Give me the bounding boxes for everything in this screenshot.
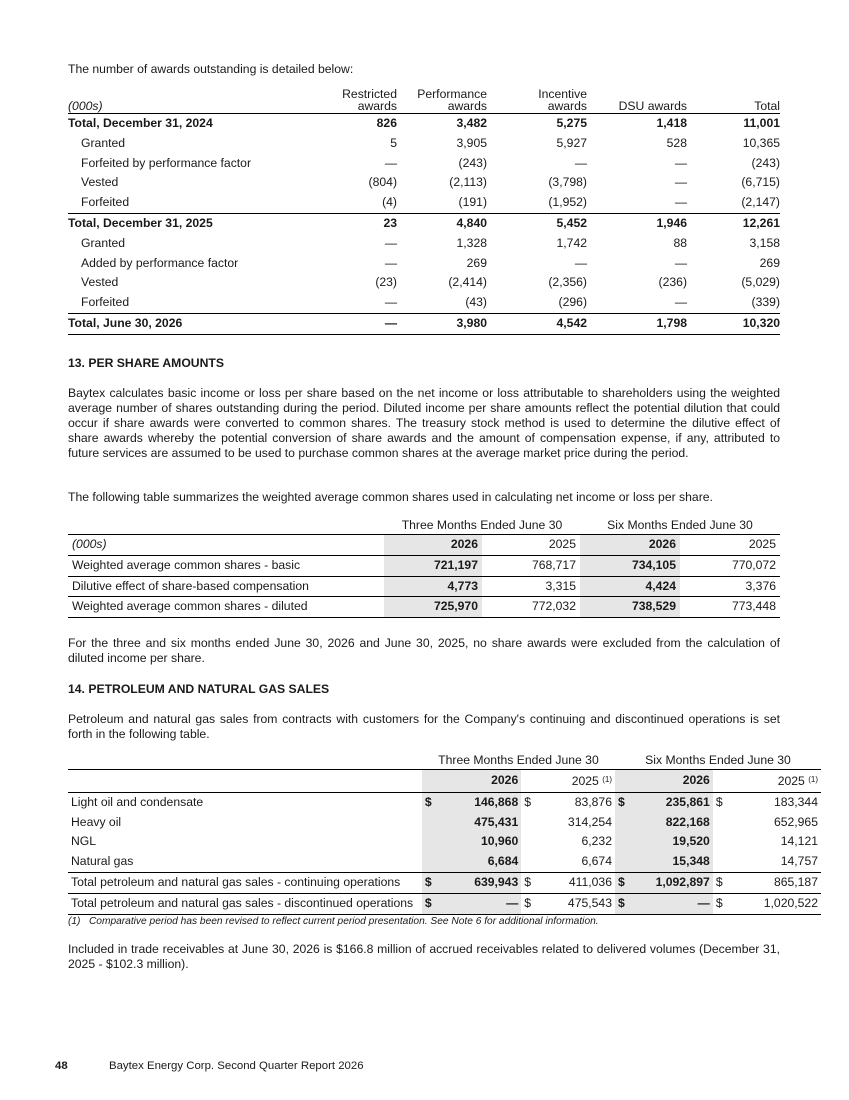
six-months-header: Six Months Ended June 30: [645, 753, 791, 767]
table-row: Granted — 1,328 1,742 88 3,158: [81, 235, 780, 250]
table-row: Total, December 31, 2025 23 4,840 5,452 1,946 12,261: [68, 215, 780, 230]
six-months-header: Six Months Ended June 30: [607, 518, 753, 532]
period-header-row: [68, 751, 821, 770]
header-total: Total: [754, 99, 780, 113]
section-13-paragraph: Baytex calculates basic income or loss per share based on the net income or loss attributable to shareholders using the weighted average number of shares outstanding during the period. Diluted income per share amounts reflect the potential dilution that could occur if share awards were converted to common shares. The treasury stock method is used to determine the dilutive effect of share awards whereby the potential conversion of share awards and the amount of compensation expense, if any, attributed to future services are assumed to be used to purchase common shares at the average market price during the period.: [68, 386, 780, 460]
section-14-heading: 14. PETROLEUM AND NATURAL GAS SALES: [68, 682, 330, 696]
header-dsu: DSU awards: [618, 99, 687, 113]
table-row: Total petroleum and natural gas sales - discontinued operations $ — $ 475,543 $ — $ 1,020,522: [68, 893, 821, 914]
shares-table: [68, 516, 780, 618]
table-row: Natural gas 6,684 6,674 15,348 14,757: [68, 852, 821, 872]
awards-table: [68, 88, 780, 335]
header-performance-2: awards: [447, 99, 487, 113]
table-row: Total, June 30, 2026 — 3,980 4,542 1,798 10,320: [68, 313, 780, 334]
awards-intro: The number of awards outstanding is detailed below:: [68, 62, 354, 76]
table-row: Weighted average common shares - diluted 725,970 772,032 738,529 773,448: [68, 597, 780, 618]
section-13-note: For the three and six months ended June 30, 2026 and June 30, 2025, no share awards were excluded from the calculation of diluted income per share.: [68, 636, 780, 665]
report-title: Baytex Energy Corp. Second Quarter Report 2026: [109, 1060, 364, 1072]
table-row: Light oil and condensate $ 146,868 $ 83,876 $ 235,861 $ 183,344: [68, 792, 821, 812]
page-footer: [55, 1060, 364, 1072]
table-row: Vested (804) (2,113) (3,798) — (6,715): [81, 175, 780, 190]
header-incentive-1: Incentive: [538, 87, 587, 101]
footnote-marker: (1): [808, 775, 818, 784]
footnote-marker: (1): [602, 775, 612, 784]
units-label: (000s): [68, 99, 103, 113]
table-row: Added by performance factor — 269 — — 269: [81, 255, 780, 270]
table-row: Heavy oil 475,431 314,254 822,168 652,965: [68, 813, 821, 833]
header-performance-1: Performance: [417, 87, 487, 101]
table-row: Granted 5 3,905 5,927 528 10,365: [81, 135, 780, 150]
table-row: NGL 10,960 6,232 19,520 14,121: [68, 832, 821, 852]
table-row: Total petroleum and natural gas sales - continuing operations $ 639,943 $ 411,036 $ 1,092,897 $ 865,187: [68, 872, 821, 893]
table-row: Dilutive effect of share-based compensation 4,773 3,315 4,424 3,376: [68, 576, 780, 597]
header-restricted-1: Restricted: [342, 87, 397, 101]
section-14-paragraph: Petroleum and natural gas sales from contracts with customers for the Company's continuing and discontinued operations is set forth in the following table.: [68, 712, 780, 741]
sales-table: [68, 751, 821, 915]
year-header-row: 2026 2025 $^{(1)}$ 2026 2025 $^{(1)}$: [68, 770, 821, 793]
table-row: Forfeited — (43) (296) — (339): [68, 293, 780, 313]
header-incentive-2: awards: [547, 99, 587, 113]
period-header-row: [68, 516, 780, 535]
table-footnote: (1) Comparative period has been revised to reflect current period presentation. See Note 6 for additional information.: [68, 916, 599, 927]
table-row: Vested (23) (2,414) (2,356) (236) (5,029): [81, 275, 780, 290]
units-label: (000s): [72, 537, 107, 551]
section-13-table-intro: The following table summarizes the weighted average common shares used in calculating net income or loss per share.: [68, 490, 713, 504]
three-months-header: Three Months Ended June 30: [438, 753, 599, 767]
table-row: Forfeited (4) (191) (1,952) — (2,147): [68, 193, 780, 213]
three-months-header: Three Months Ended June 30: [401, 518, 563, 532]
header-restricted-2: awards: [357, 99, 397, 113]
awards-header-row: [68, 88, 780, 114]
page-number: 48: [55, 1060, 68, 1072]
section-14-note: Included in trade receivables at June 30, 2026 is $166.8 million of accrued receivables related to delivered volumes (December 31, 2025 - $102.3 million).: [68, 942, 780, 971]
table-row: Forfeited by performance factor — (243) — — (243): [81, 155, 780, 170]
year-header-row: (000s) 2026 2025 2026 2025: [68, 535, 780, 556]
table-row: Weighted average common shares - basic 721,197 768,717 734,105 770,072: [68, 555, 780, 576]
section-13-heading: 13. PER SHARE AMOUNTS: [68, 356, 224, 370]
table-row: Total, December 31, 2024 826 3,482 5,275 1,418 11,001: [68, 116, 780, 130]
